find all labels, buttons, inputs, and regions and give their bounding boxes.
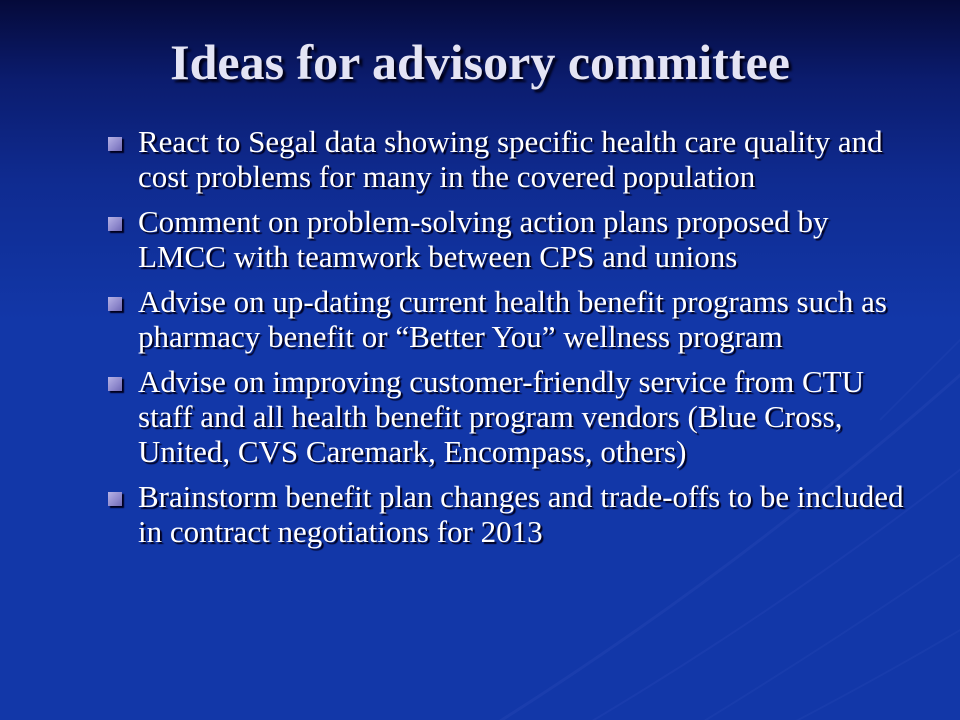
bullet-list xyxy=(106,124,906,559)
bullet-text: Brainstorm benefit plan changes and trade-offs to be included in contract negotiations for 2013 xyxy=(138,479,904,549)
square-bullet-icon xyxy=(108,137,122,151)
slide-title: Ideas for advisory committee xyxy=(170,34,790,90)
bullet-item xyxy=(106,124,906,194)
square-bullet-icon xyxy=(108,217,122,231)
bullet-text: React to Segal data showing specific health care quality and cost problems for many in the covered population xyxy=(138,124,883,194)
bullet-item xyxy=(106,284,906,354)
bullet-item xyxy=(106,479,906,549)
square-bullet-icon xyxy=(108,492,122,506)
bullet-text: Advise on up-dating current health benefit programs such as pharmacy benefit or “Better You” wellness program xyxy=(138,284,887,354)
bullet-text: Advise on improving customer-friendly service from CTU staff and all health benefit program vendors (Blue Cross, United, CVS Caremark, Encompass, others) xyxy=(138,364,864,469)
bullet-item xyxy=(106,204,906,274)
square-bullet-icon xyxy=(108,297,122,311)
bullet-item xyxy=(106,364,906,469)
square-bullet-icon xyxy=(108,377,122,391)
bullet-text: Comment on problem-solving action plans proposed by LMCC with teamwork between CPS and unions xyxy=(138,204,829,274)
